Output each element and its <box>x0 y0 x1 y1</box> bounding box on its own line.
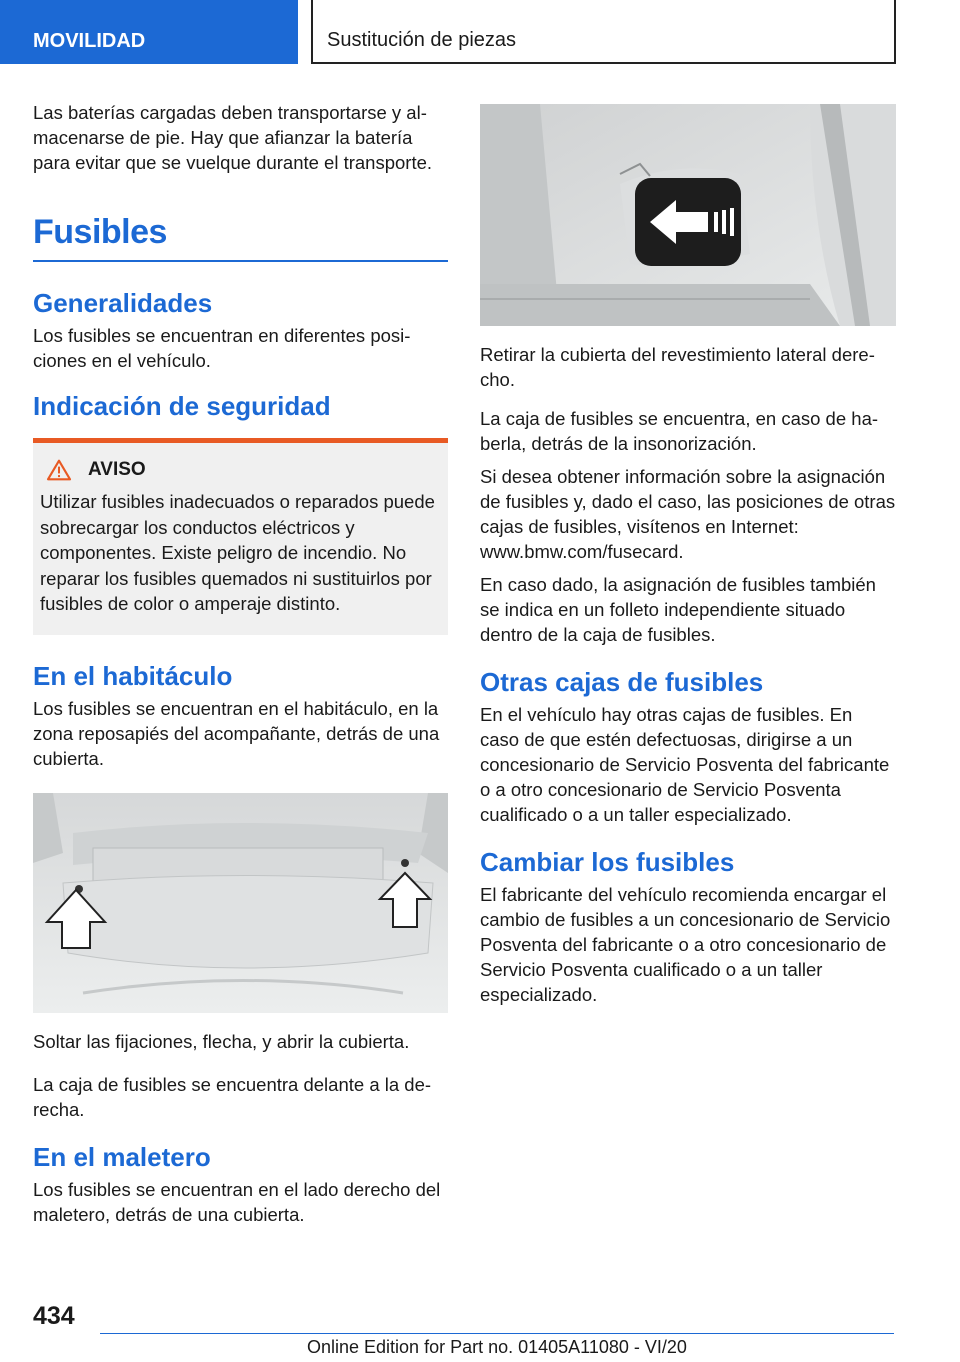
intro-paragraph: Las baterías cargadas deben transportarse y almacenarse de pie. Hay que afianzar la batería para evitar que se vuelque durante el transporte. <box>33 102 433 173</box>
section-title-fusibles: Fusibles <box>33 213 448 262</box>
figure-caption-right: Retirar la cubierta del revestimiento lateral derecho. <box>480 344 875 390</box>
heading-seguridad: Indicación de seguridad <box>33 391 331 421</box>
warning-label: AVISO <box>88 459 146 480</box>
right-column <box>480 104 896 1017</box>
heading-otras-cajas: Otras cajas de fusibles <box>480 667 764 697</box>
heading-habitaculo: En el habitáculo <box>33 660 233 691</box>
left-column <box>33 100 448 1237</box>
info-paragraph: Si desea obtener información sobre la asignación de fusibles y, dado el caso, las posiciones de otras cajas de fusibles, visítenos en Internet: www.bmw.com/fusecard. <box>480 466 896 562</box>
heading-maletero: En el maletero <box>33 1141 211 1172</box>
maletero-paragraph: Los fusibles se encuentran en el lado derecho del maletero, detrás de una cubierta. <box>33 1178 441 1225</box>
habitaculo-paragraph: Los fusibles se encuentran en el habitáculo, en la zona reposapiés del acompañante, detrás de una cubierta. <box>33 697 440 769</box>
warning-text: Utilizar fusibles inadecuados o reparados puede sobrecargar los conductos eléctricos y componentes. Existe peligro de incendio. No reparar los fusibles quemados ni sustituirlos por fusibles de color o amperaje distinto. <box>40 491 435 614</box>
caja-paragraph-left: La caja de fusibles se encuentra delante a la derecha. <box>33 1073 432 1120</box>
trunk-cover-illustration <box>480 104 896 326</box>
figure-caption-left: Soltar las fijaciones, flecha, y abrir la cubierta. <box>33 1030 410 1052</box>
header-page-title: Sustitución de piezas <box>311 0 896 64</box>
warning-box <box>33 438 448 635</box>
folleto-paragraph: En caso dado, la asignación de fusibles también se indica en un folleto independiente situado dentro de la caja de fusibles. <box>480 574 876 645</box>
footer-divider <box>100 1333 894 1334</box>
generalidades-paragraph: Los fusibles se encuentran en diferentes posiciones en el vehículo. <box>33 325 411 371</box>
heading-generalidades: Generalidades <box>33 288 213 318</box>
heading-cambiar: Cambiar los fusibles <box>480 847 735 877</box>
page-number: 434 <box>33 1302 75 1330</box>
caja-paragraph-right: La caja de fusibles se encuentra, en caso de haberla, detrás de la insonorización. <box>480 408 879 454</box>
header-section-label: MOVILIDAD <box>0 0 298 64</box>
cambiar-paragraph: El fabricante del vehículo recomienda encargar el cambio de fusibles a un concesionario de Servicio Posventa del fabricante o a otro concesionario de Servicio Posventa cualificado o a un taller especializado. <box>480 884 891 1005</box>
trunk-cover-image <box>480 104 896 326</box>
footwell-cover-illustration <box>33 793 448 1013</box>
footer-edition: Online Edition for Part no. 01405A11080 - VI/20 <box>307 1337 687 1357</box>
warning-triangle-icon <box>44 459 74 481</box>
warning-header <box>40 459 441 481</box>
otras-paragraph: En el vehículo hay otras cajas de fusibles. En caso de que estén defectuosas, dirigirse a un concesionario de Servicio Posventa del fabricante o a otro concesionario de Servicio Posventa cualificado o a un taller especializado. <box>480 704 890 825</box>
footwell-cover-image <box>33 793 448 1013</box>
